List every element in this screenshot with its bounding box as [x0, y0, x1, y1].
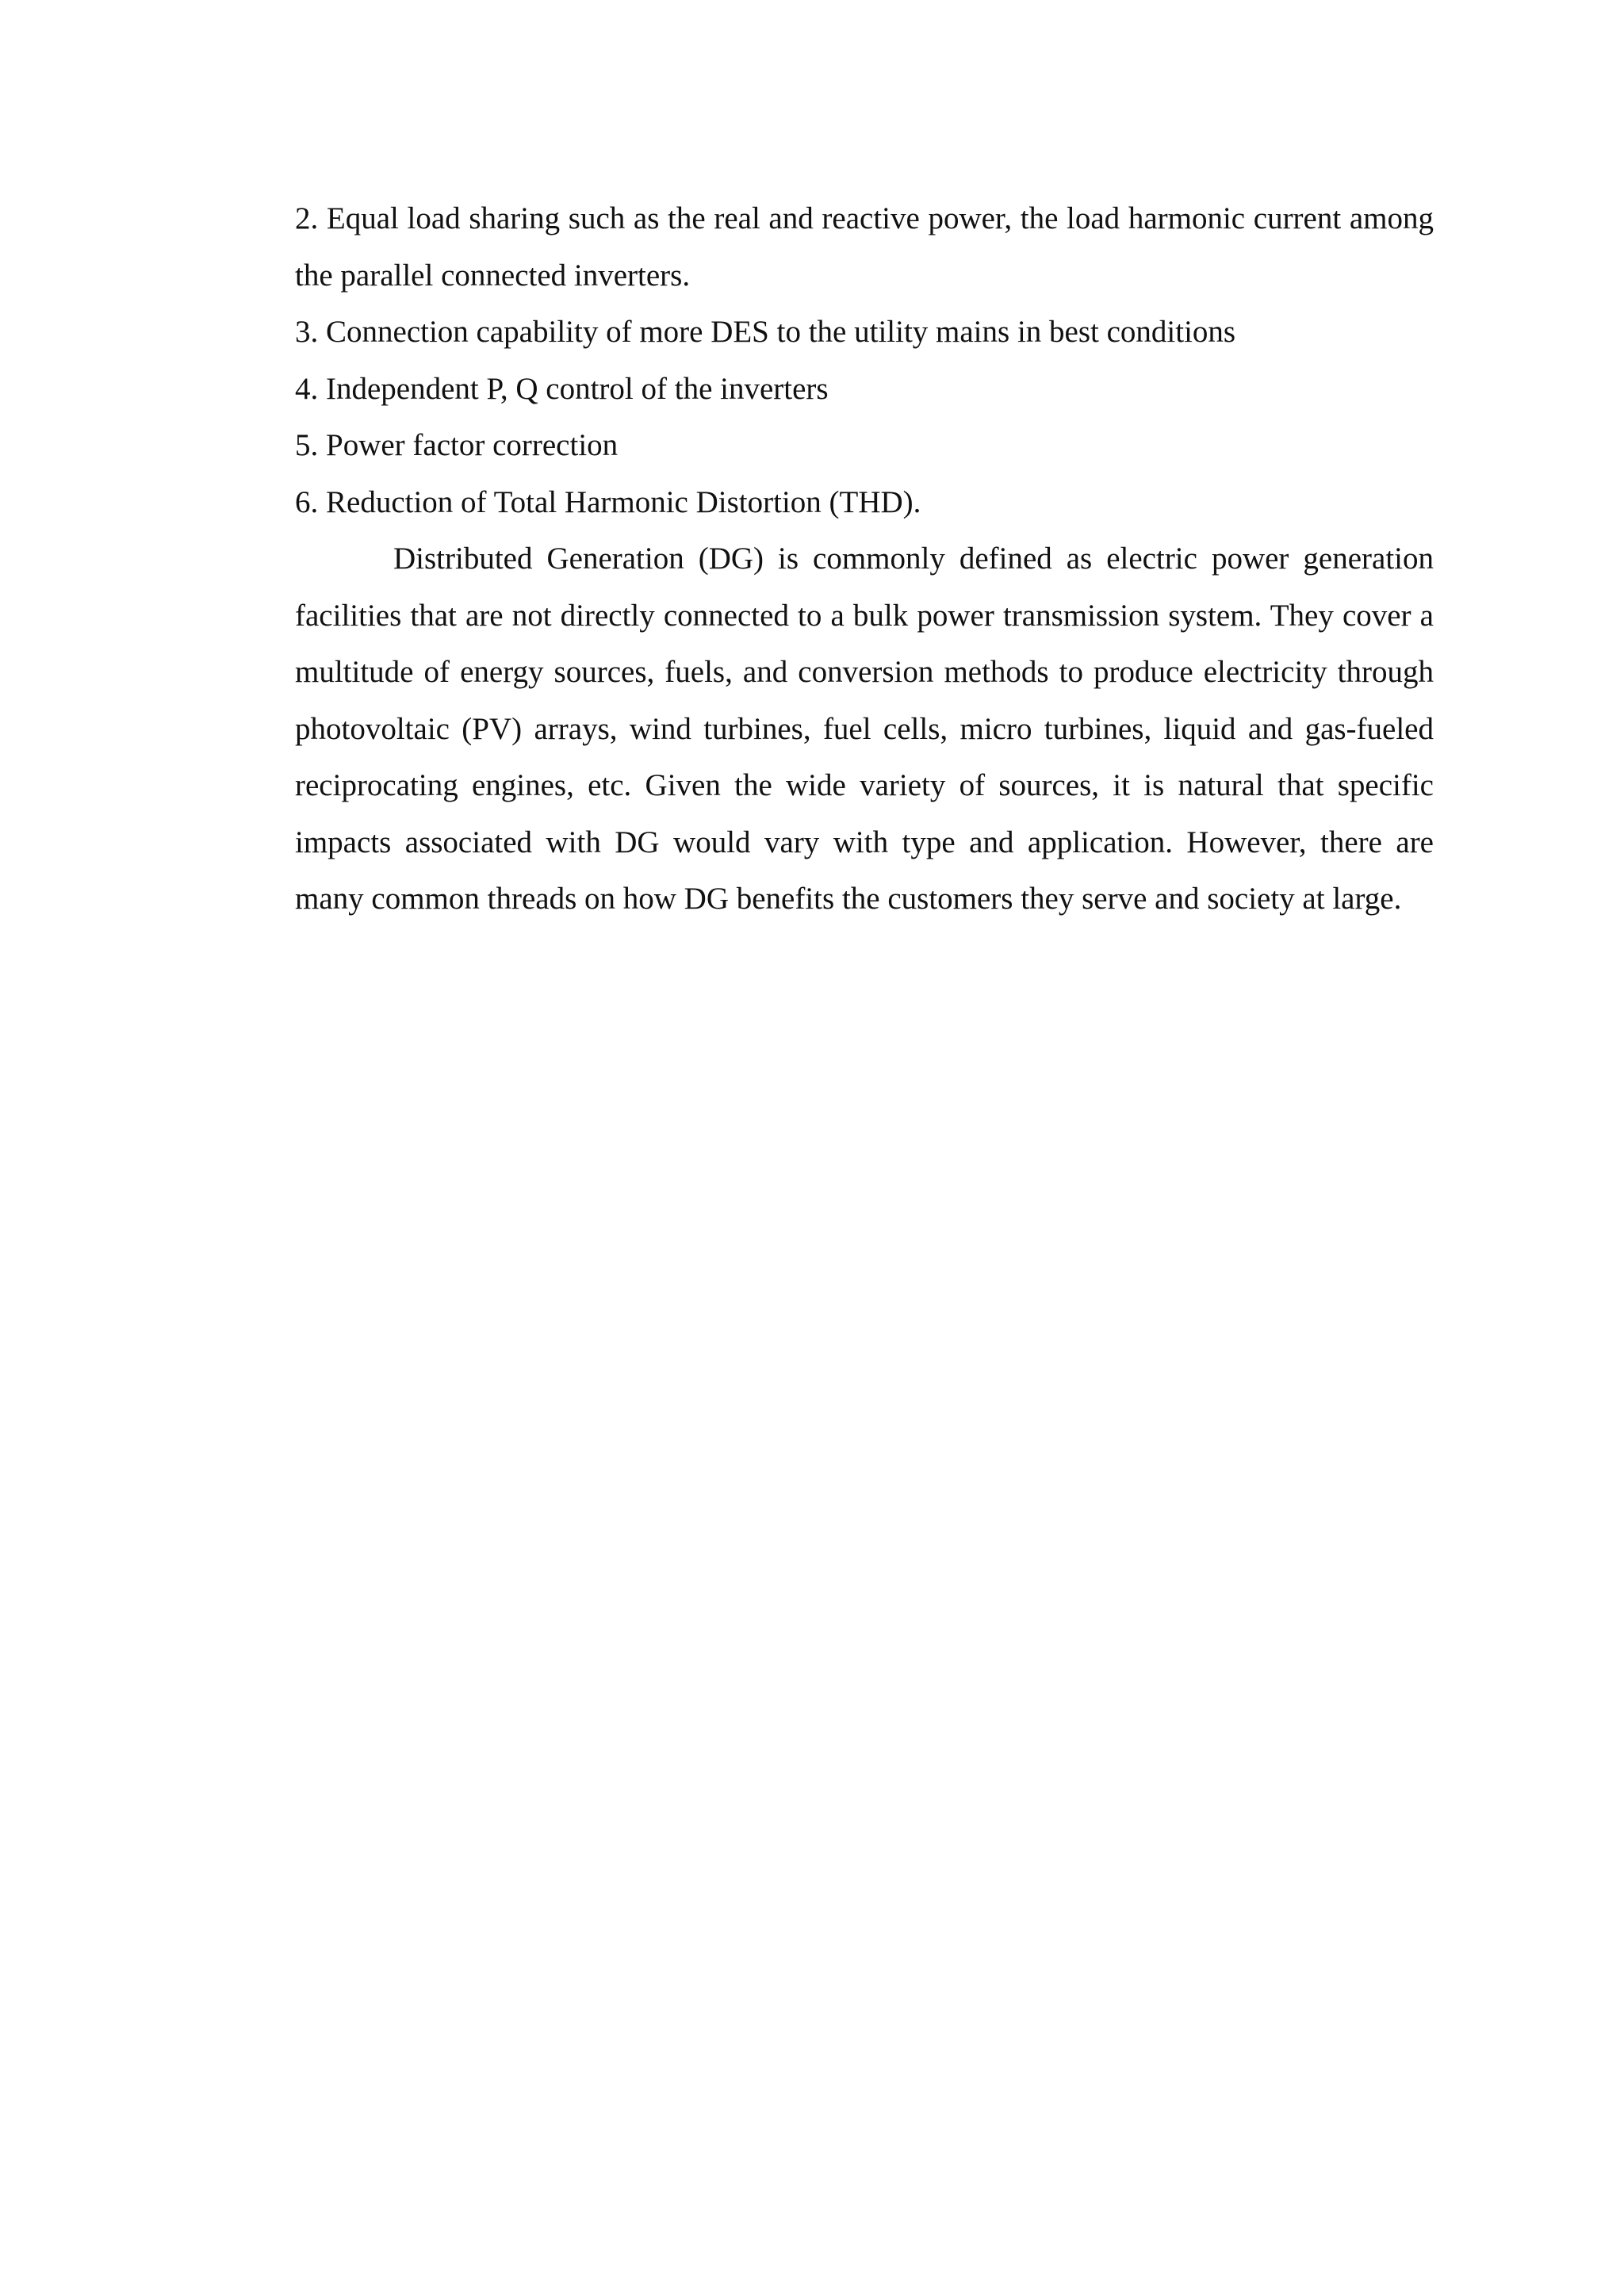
list-item-4: 4. Independent P, Q control of the inverters: [295, 371, 829, 406]
list-item-5: 5. Power factor correction: [295, 428, 619, 462]
dg-definition-paragraph: Distributed Generation (DG) is commonly defined as electric power generation facilities that are not directly connected to a bulk power transmission system. They cover a multitude of energy sources, fuels, and conversion methods to produce electricity through photovoltaic (PV) arrays, wind turbines, fuel cells, micro turbines, liquid and gas-fueled reciprocating engines, etc. Given the wide variety of sources, it is natural that specific impacts associated with DG would vary with type and application. However, there are many common threads on how DG benefits the customers they serve and society at large.: [295, 541, 1434, 916]
body-text: [295, 190, 1434, 928]
list-item-3: 3. Connection capability of more DES to the utility mains in best conditions: [295, 315, 1236, 349]
list-item-2: 2. Equal load sharing such as the real and reactive power, the load harmonic current among the parallel connected inverters.: [295, 201, 1434, 293]
list-item-6: 6. Reduction of Total Harmonic Distortion (THD).: [295, 484, 921, 519]
